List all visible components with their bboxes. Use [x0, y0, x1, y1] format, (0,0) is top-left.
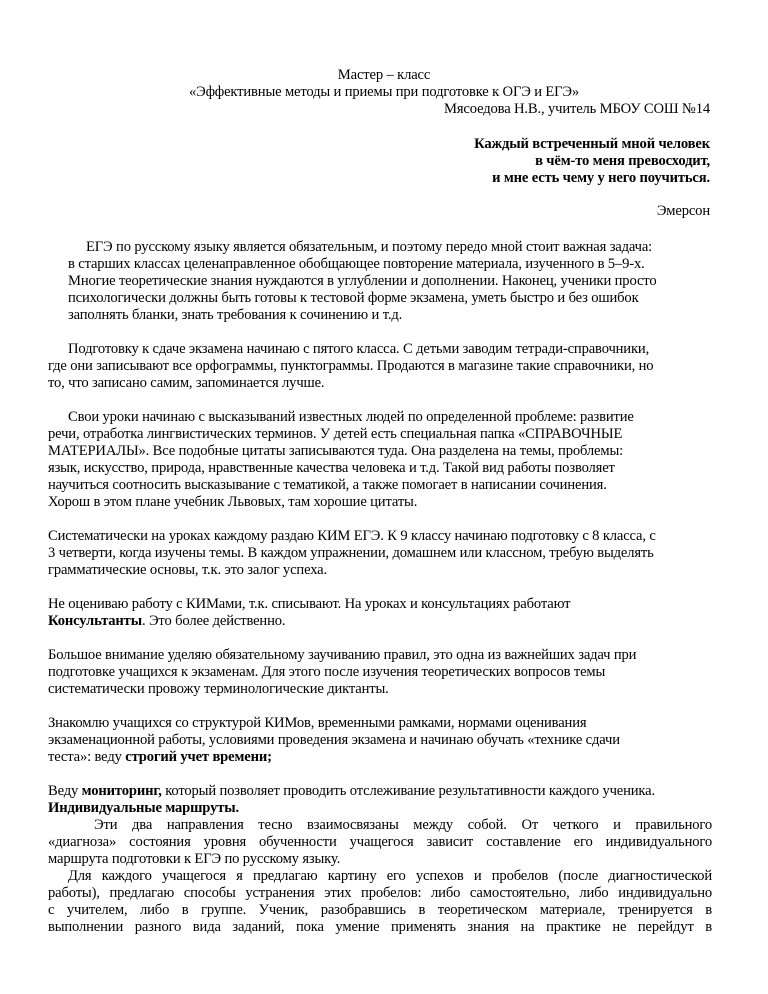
- p7-bold: строгий учет времени;: [125, 749, 272, 765]
- p1-line: в старших классах целенаправленное обобщающее повторение материала, изученного в 5–9-х.: [68, 256, 645, 272]
- p5-line: [48, 613, 712, 630]
- p8-heading: Индивидуальные маршруты.: [48, 800, 239, 816]
- p5-bold: Консультанты: [48, 613, 142, 629]
- epigraph-line-3: и мне есть чему у него поучиться.: [492, 170, 710, 186]
- p7-line: экзаменационной работы, условиями проведения экзамена и начинаю обучать «технике сдачи: [48, 732, 620, 748]
- p1-line: заполнять бланки, знать требования к сочинению и т.д.: [68, 307, 403, 323]
- p8-pre: Веду: [48, 783, 82, 799]
- p1-line: ЕГЭ по русскому языку является обязательным, и поэтому передо мной стоит важная задача:: [86, 239, 653, 255]
- p1-line: психологически должны быть готовы к тестовой форме экзамена, уметь быстро и без ошибок: [68, 290, 639, 306]
- author-line: Мясоедова Н.В., учитель МБОУ СОШ №14: [444, 101, 710, 117]
- p10-line: выполнении разного вида заданий, пока умение применять знания на практике не перейдут в: [48, 919, 712, 935]
- p3-line: язык, искусство, природа, нравственные качества человека и т.д. Такой вид работы позволяет: [48, 460, 615, 476]
- p7-pre: теста»: веду: [48, 749, 126, 765]
- p9-line: Эти два направления тесно взаимосвязаны между собой. От четкого и правильного: [94, 817, 712, 833]
- p8-rest: который позволяет проводить отслеживание результативности каждого ученика.: [161, 783, 655, 799]
- p2-line: где они записывают все орфограммы, пунктограммы. Продаются в магазине такие справочники, но: [48, 358, 654, 374]
- p1-line: Многие теоретические знания нуждаются в углублении и дополнении. Наконец, ученики просто: [68, 273, 657, 289]
- epigraph-author: Эмерсон: [656, 203, 710, 219]
- epigraph-line-1: Каждый встреченный мной человек: [474, 136, 710, 152]
- p4-line: 3 четверти, когда изучены темы. В каждом упражнении, домашнем или классном, требую выделять: [48, 545, 654, 561]
- p5-rest: . Это более действенно.: [141, 613, 286, 629]
- p6-line: Большое внимание уделяю обязательному заучиванию правил, это одна из важнейших задач при: [48, 647, 637, 663]
- p6-line: систематически провожу терминологические диктанты.: [48, 681, 389, 697]
- p7-line: Знакомлю учащихся со структурой КИМов, временными рамками, нормами оценивания: [48, 715, 587, 731]
- p10-line: Для каждого учащегося я предлагаю картину его успехов и пробелов (после диагностической: [68, 868, 712, 884]
- p4-line: грамматические основы, т.к. это залог успеха.: [48, 562, 327, 578]
- p3-line: речи, отработка лингвистических терминов. У детей есть специальная папка «СПРАВОЧНЫЕ: [48, 426, 623, 442]
- p5-line: Не оцениваю работу с КИМами, т.к. списывают. На уроках и консультациях работают: [48, 596, 571, 612]
- p3-line: научиться соотносить высказывание с тематикой, а также помогает в написании сочинения.: [48, 477, 607, 493]
- p10-line: работы), предлагаю способы устранения этих пробелов: либо самостоятельно, либо индивидуально: [48, 885, 712, 901]
- p9-line: «диагноза» состояния уровня обученности учащегося зависит составление его индивидуального: [48, 834, 712, 850]
- p3-line: МАТЕРИАЛЫ». Все подобные цитаты записываются туда. Она разделена на темы, проблемы:: [48, 443, 624, 459]
- p3-line: Хорош в этом плане учебник Львовых, там хорошие цитаты.: [48, 494, 418, 510]
- p4-line: Систематически на уроках каждому раздаю КИМ ЕГЭ. К 9 классу начинаю подготовку с 8 класса, с: [48, 528, 656, 544]
- p3-line: Свои уроки начинаю с высказываний известных людей по определенной проблеме: развитие: [68, 409, 634, 425]
- header-line-2: «Эффективные методы и приемы при подготовке к ОГЭ и ЕГЭ»: [188, 84, 580, 100]
- p2-line: то, что записано самим, запоминается лучше.: [48, 375, 325, 391]
- p10-line: с учителем, либо в группе. Ученик, разобравшись в теоретическом материале, тренируется в: [48, 902, 712, 918]
- p8-bold: мониторинг,: [81, 783, 162, 799]
- p9-line: маршрута подготовки к ЕГЭ по русскому языку.: [48, 851, 341, 867]
- p2-line: Подготовку к сдаче экзамена начинаю с пятого класса. С детьми заводим тетради-справочники,: [68, 341, 650, 357]
- epigraph-line-2: в чём-то меня превосходит,: [535, 153, 710, 169]
- p8-line: [48, 783, 712, 800]
- p7-line: [48, 749, 712, 766]
- header-line-1: Мастер – класс: [337, 67, 431, 83]
- p6-line: подготовке учащихся к экзаменам. Для этого после изучения теоретических вопросов темы: [48, 664, 606, 680]
